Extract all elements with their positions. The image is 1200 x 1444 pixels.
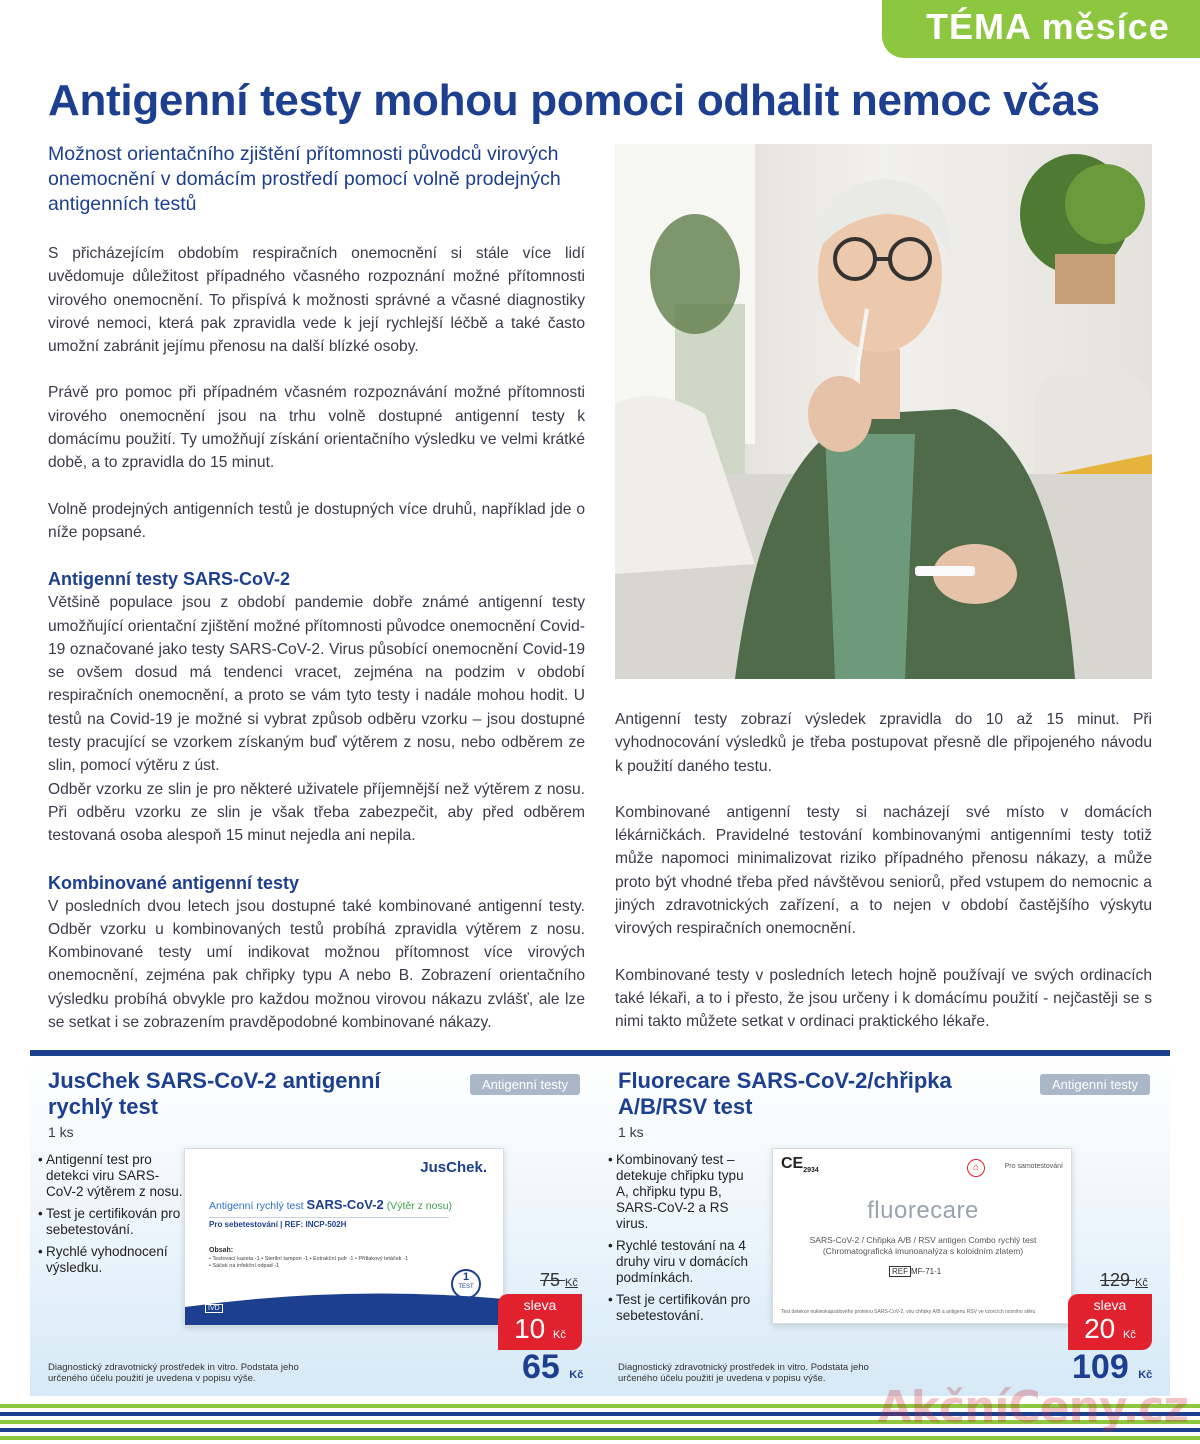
paragraph: Právě pro pomoc při případném včasném rozpoznávání možné přítomnosti virového onemocnění jsou na trhu volně dostupné antigenní testy k domácímu použití. Ty umožňují získání orientačního výsledku ve velmi krátké době, a to zpravidla do 15 minut. [48,384,585,472]
feature-item: • Rychlé testování na 4 druhy viru v domácích podmínkách. [608,1238,758,1286]
discount-label: sleva [1093,1297,1127,1313]
feature-item: • Test je certifikován pro sebetestování. [38,1206,188,1238]
box-contents: • Testovací kazeta -1 • Sterilní tampon -1 • Extrakční pufr -1 • Přítlakový letáček -1 • Sáček na infekční odpad -1 [209,1256,408,1269]
category-badge: Antigenní testy [1040,1074,1150,1095]
discount-badge [498,1294,582,1350]
ivd-mark: IVD [205,1304,223,1313]
product-quantity: 1 ks [48,1124,74,1140]
feature-item: • Antigenní test pro detekci viru SARS-CoV-2 výtěrem z nosu. [38,1152,188,1200]
home-icon: ⌂ [967,1159,985,1177]
ce-label: CE [781,1155,804,1172]
product-name: JusChek SARS-CoV-2 antigenní rychlý test [48,1068,381,1119]
badge-number: 1 [462,1271,470,1283]
feature-list [38,1152,188,1282]
paragraph: Odběr vzorku ze slin je pro některé uživatele příjemnější než výtěrem z nosu. Při odběru vzorku ze slin je však třeba zabezpečit, aby před odběrem testovaná osoba alespoň 15 minut nejedla ani nepila. [48,780,585,845]
paragraph: V posledních dvou letech jsou dostupné také kombinované antigenní testy. Odběr vzorku u kombinovaných testů probíhá zpravidla výtěrem z nosu. Kombinované testy umí indikovat možnou přítomnost více virových onemocnění, zejména pak chřipky typu A nebo B. Zobrazení orientačního výsledku probíhá obvykle pro každou možnou virovou nákazu zvlášť, ale lze se setkat i se zobrazením pravděpodobné kombinované nákazy. [48,897,585,1032]
product-offers [30,1050,1170,1396]
product-box-image [772,1148,1072,1324]
discount-currency: Kč [1123,1329,1136,1341]
discount-value [1068,1314,1152,1350]
box-line1 [209,1197,452,1212]
box-line2: (Chromatografická imunoanalýza s koloidním zlatem) [822,1246,1024,1256]
feature-list [608,1152,758,1330]
badge-text: TEST [458,1284,474,1290]
discount-currency: Kč [553,1329,566,1341]
current-price [522,1348,583,1387]
feature-item: • Test je certifikován pro sebetestování. [608,1292,758,1324]
paragraph: S přicházejícím obdobím respiračních onemocnění si stále více lidí uvědomuje důležitost případného včasného rozpoznání možné přítomnosti virového onemocnění. To přispívá k možnosti správné a včasné diagnostiky virové nemoci, která pak zpravidla vede k její rychlejší léčbě a také často umožní zabránit jejímu přenosu na další blízké osoby. [48,245,585,356]
box-line1-prefix: Antigenní rychlý test [209,1200,304,1212]
ce-mark [781,1155,819,1174]
box-line1: SARS-CoV-2 / Chřipka A/B / RSV antigen Combo rychlý test [809,1235,1037,1245]
section-heading: Antigenní testy SARS-CoV-2 [48,569,291,590]
disclaimer: Diagnostický zdravotnický prostředek in vitro. Podstata jeho určeného účelu použití je uvedena v popisu výše. [48,1362,299,1384]
product-card[interactable] [30,1056,590,1396]
discount-amount: 20 [1084,1313,1116,1344]
old-price [1100,1270,1148,1291]
old-price-value: 129 [1100,1270,1131,1290]
feature-item: • Kombinovaný test – detekuje chřipku typu A, chřipku typu B, SARS-CoV-2 a RS virus. [608,1152,758,1232]
section-heading: Kombinované antigenní testy [48,872,300,893]
woman-testing-photo [615,144,1152,679]
watermark-logo: AkčníCeny.cz [877,1382,1188,1433]
discount-amount: 10 [514,1313,546,1344]
product-quantity: 1 ks [618,1124,644,1140]
box-wave [185,1289,504,1325]
paragraph: Kombinované testy v posledních letech hojně používají ve svých ordinacích také lékaři, a to i přesto, že jsou určeny i k domácímu použití - nejčastěji se s nimi takto můžete setkat v ordinaci praktického lékaře. [615,966,1152,1031]
feature-item: • Rychlé vyhodnocení výsledku. [38,1244,188,1276]
old-price-value: 75 [540,1270,561,1290]
discount-badge [1068,1294,1152,1350]
page-title: Antigenní testy mohou pomoci odhalit nemoc včas [48,76,1100,125]
box-contents-title: Obsah: [209,1247,234,1254]
box-footer: Test detekce nukleokapsidového proteinu SARS-CoV-2, viru chřipky A/B a antigenu RSV ve vzorcích nosního stěru [781,1309,1036,1315]
section-tag: TÉMA měsíce [882,0,1200,58]
box-ref [889,1267,941,1276]
self-test-label: Pro samotestování [1004,1163,1063,1170]
disclaimer: Diagnostický zdravotnický prostředek in vitro. Podstata jeho určeného účelu použití je uvedena v popisu výše. [618,1362,869,1384]
photo-illustration [615,144,1152,679]
box-brand: fluorecare [867,1197,979,1224]
discount-label: sleva [523,1297,557,1313]
ce-number: 2934 [803,1167,819,1175]
left-column [48,242,585,1057]
discount-value [498,1314,582,1350]
box-line1-main: SARS-CoV-2 [306,1197,384,1212]
paragraph: Antigenní testy zobrazí výsledek zpravidla do 10 až 15 minut. Při vyhodnocování výsledků je třeba postupovat přesně dle připojeného návodu k použití daného testu. [615,711,1152,775]
old-price-currency: Kč [565,1277,578,1289]
product-card[interactable] [600,1056,1160,1396]
price-value: 109 [1072,1348,1129,1386]
box-brand: JusChek. [420,1159,487,1176]
box-line2: Pro sebetestování | REF: INCP-502H [209,1217,449,1229]
ref-value: MF-71-1 [911,1267,942,1276]
paragraph: Většině populace jsou z období pandemie dobře známé antigenní testy umožňující orientační zjištění možné přítomnosti původce onemocnění Covid-19 označované jako testy SARS-CoV-2. Virus působící onemocnění Covid-19 se ovšem dosud má tendenci vracet, zejména na podzim v období respiračních onemocnění, a proto se vám tyto testy i nadále mohou hodit. U testů na Covid-19 je možné si vybrat způsob odběru vzorku – jsou dostupné testy pracující se vzorkem získaným buď výtěrem z nosu, nebo odběrem ze slin, pomocí výtěru z úst. [48,594,585,775]
box-line1-extra: (Výtěr z nosu) [386,1200,453,1212]
paragraph: Kombinované antigenní testy si nacházejí své místo v domácích lékárničkách. Pravidelné testování kombinovanými antigenními testy totiž může napomoci minimalizovat riziko případného přenosu nákazy, a může proto být vhodné třeba před návštěvou seniorů, před vstupem do nemocnic a jiných zdravotnických zařízení, a to nejen v období častějšího výskytu virových respiračních onemocnění. [615,803,1152,938]
paragraph: Volně prodejných antigenních testů je dostupných více druhů, například jde o níže popsané. [48,500,585,541]
old-price [540,1270,578,1291]
price-currency: Kč [569,1369,584,1381]
product-box-image [184,1148,504,1326]
old-price-currency: Kč [1135,1277,1148,1289]
right-column [615,708,1152,1057]
page-subtitle: Možnost orientačního zjištění přítomnosti původců virových onemocnění v domácím prostředí pomocí volně prodejných antigenních testů [48,143,561,215]
price-value: 65 [522,1348,560,1386]
ref-label: REF [889,1266,911,1277]
product-name: Fluorecare SARS-CoV-2/chřipka A/B/RSV test [618,1068,952,1119]
category-badge: Antigenní testy [470,1074,580,1095]
price-currency: Kč [1138,1369,1153,1381]
